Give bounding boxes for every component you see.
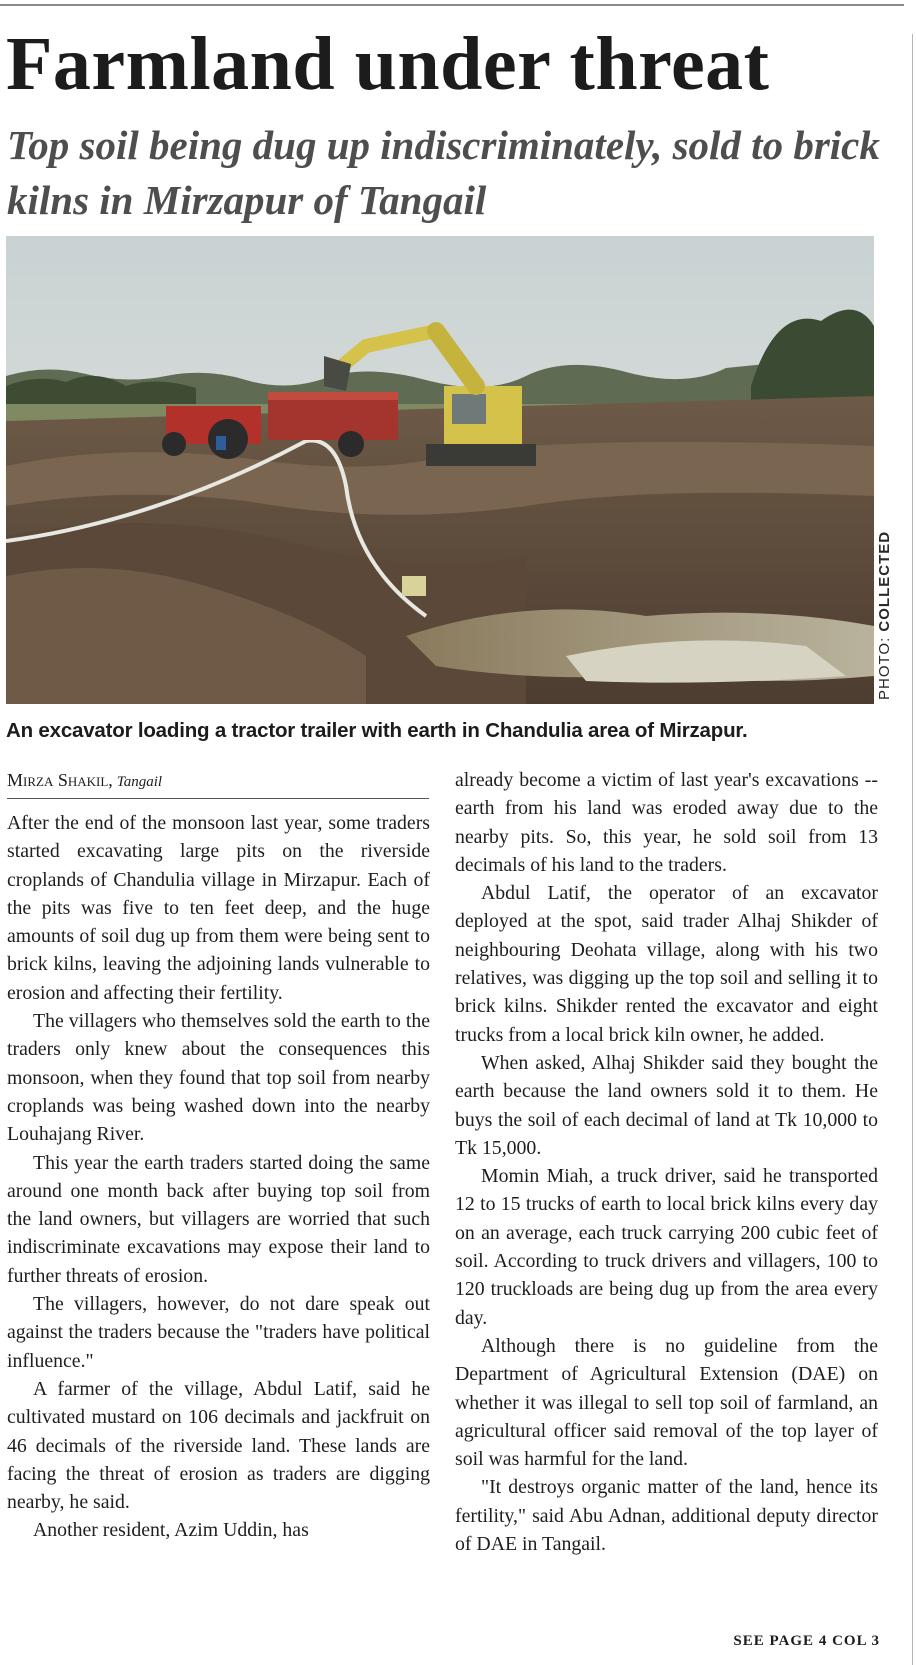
photo-caption: An excavator loading a tractor trailer with earth in Chandulia area of Mirzapur.	[6, 719, 748, 742]
byline-rule	[7, 798, 429, 799]
excavation-scene-image	[6, 236, 874, 704]
paragraph: After the end of the monsoon last year, some traders started excavating large pits on the riverside croplands of Chandulia village in Mirzapur. Each of the pits was five to ten feet deep, and the huge amounts of soil dug up from them were being sent to brick kilns, leaving the adjoining lands vulnerable to erosion and affecting their fertility.	[7, 812, 430, 1004]
headline: Farmland under threat	[6, 22, 770, 106]
paragraph: When asked, Alhaj Shikder said they bought the earth because the land owners sold it to them. He buys the soil of each decimal of land at Tk 10,000 to Tk 15,000.	[455, 1051, 878, 1159]
article-column-1	[7, 809, 430, 1545]
continued-jump-line[interactable]: SEE PAGE 4 COL 3	[733, 1633, 880, 1649]
paragraph: Another resident, Azim Uddin, has	[33, 1519, 309, 1542]
news-photo	[6, 236, 874, 704]
author-location: Tangail	[116, 774, 163, 790]
paragraph: Abdul Latif, the operator of an excavator deployed at the spot, said trader Alhaj Shikder of neighbouring Deohata village, along with his two relatives, was digging up the top soil and selling it to brick kilns. Shikder rented the excavator and eight trucks from a local brick kiln owner, he added.	[455, 882, 878, 1046]
paragraph: The villagers who themselves sold the earth to the traders only knew about the consequences this monsoon, when they found that top soil from nearby croplands was being washed down into the nearby Louhajang River.	[7, 1010, 430, 1146]
paragraph: Momin Miah, a truck driver, said he transported 12 to 15 trucks of earth to local brick kilns every day on an average, each truck carrying 200 cubic feet of soil. According to truck drivers and villagers, 100 to 120 truckloads are being dug up from the area every day.	[455, 1165, 878, 1329]
subheadline: Top soil being dug up indiscriminately, sold to brick kilns in Mirzapur of Tangail	[7, 122, 880, 223]
paragraph: "It destroys organic matter of the land, hence its fertility," said Abu Adnan, additional deputy director of DAE in Tangail.	[455, 1476, 878, 1556]
byline	[7, 769, 427, 793]
photo-credit-label: PHOTO:	[876, 636, 893, 700]
paragraph: A farmer of the village, Abdul Latif, said he cultivated mustard on 106 decimals and jackfruit on 46 decimals of the riverside land. These lands are facing the threat of erosion as traders are digging nearby, he said.	[7, 1377, 430, 1514]
paragraph: The villagers, however, do not dare speak out against the traders because the "traders have political influence."	[7, 1293, 430, 1372]
top-rule	[0, 4, 904, 6]
article-column-2	[455, 766, 878, 1558]
photo-credit-source: COLLECTED	[876, 530, 893, 632]
paragraph: already become a victim of last year's excavations -- earth from his land was eroded away due to the nearby pits. So, this year, he sold soil from 13 decimals of his land to the traders.	[455, 769, 878, 876]
column-rule	[912, 34, 913, 1665]
author-name: Mirza Shakil,	[7, 770, 113, 790]
paragraph: This year the earth traders started doing the same around one month back after buying top soil from the land owners, but villagers are worried that such indiscriminate excavations may expose their land to further threats of erosion.	[7, 1151, 430, 1287]
photo-credit	[873, 500, 897, 700]
paragraph: Although there is no guideline from the Department of Agricultural Extension (DAE) on whether it was illegal to sell top soil of farmland, an agricultural officer said removal of the top layer of soil was harmful for the land.	[455, 1334, 878, 1471]
